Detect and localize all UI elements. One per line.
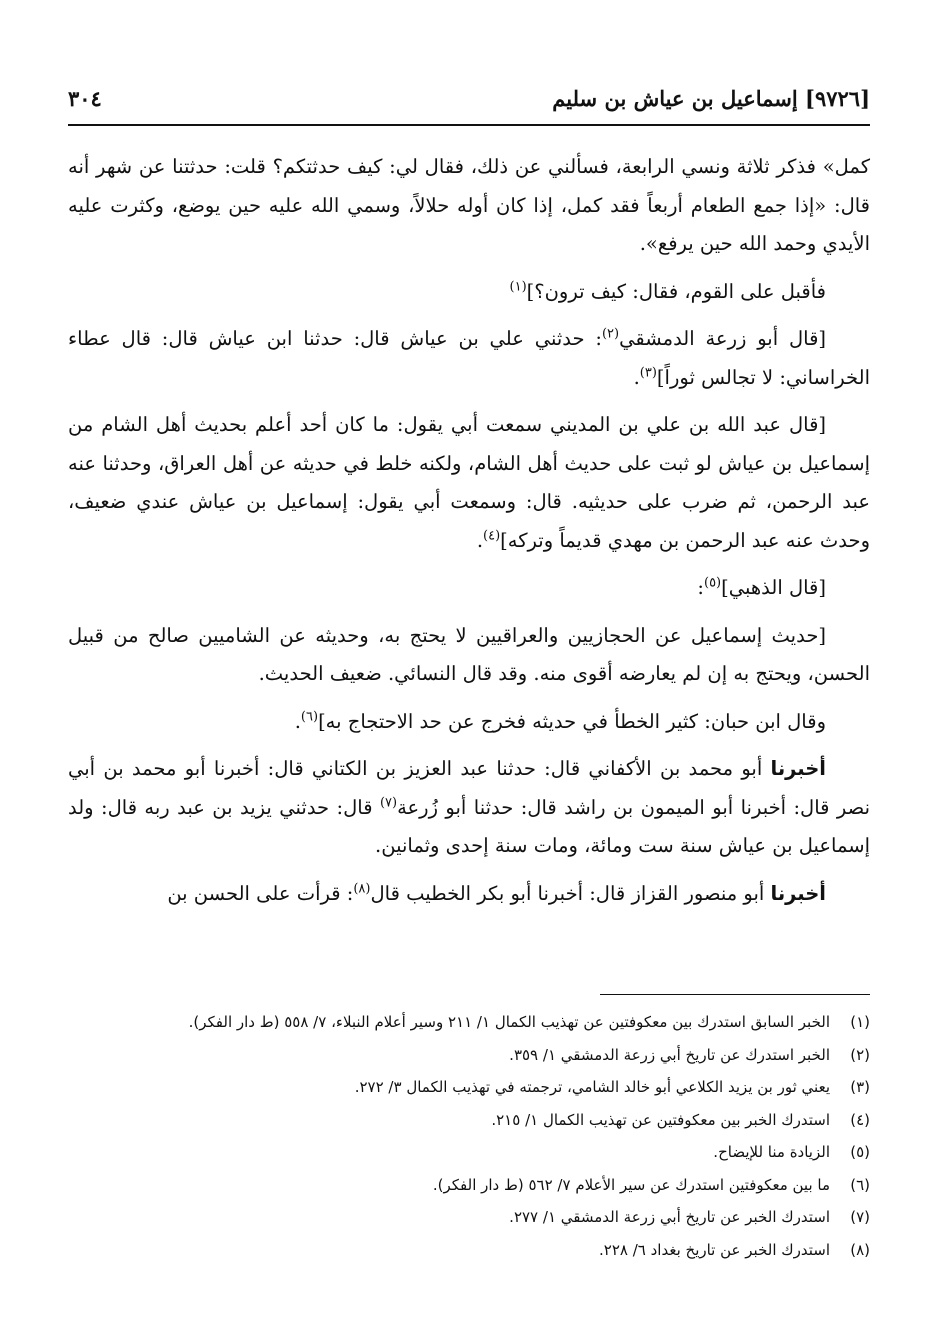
paragraph-text: وقال ابن حبان: كثير الخطأ في حديثه فخرج عن حد الاحتجاج به] (318, 709, 826, 733)
paragraph-text: [قال الذهبي] (721, 576, 826, 599)
footnote (68, 1104, 870, 1137)
paragraph-text: فأقبل على القوم، فقال: كيف ترون؟] (526, 279, 826, 303)
paragraph-text: أبو محمد بن الأكفاني قال: حدثنا عبد العزيز بن الكتاني قال: أخبرنا أبو محمد بن أبي نصر قال: أخبرنا أبو الميمون بن راشد قال: حدثنا أبو زُرعة (68, 757, 870, 819)
book-page (68, 0, 870, 1343)
footnote (68, 1039, 870, 1072)
paragraph-text: [قال أبو زرعة الدمشقي (619, 327, 826, 350)
footnote-text: استدرك الخبر بين معكوفتين عن تهذيب الكمال ١/ ٢١٥. (491, 1110, 830, 1129)
paragraph-text: : (697, 576, 704, 599)
footnote (68, 1071, 870, 1104)
running-title: [٩٧٢٦] إسماعيل بن عياش بن سليم (552, 85, 870, 111)
footnote-number: (٧) (850, 1208, 870, 1226)
footnote-text: الزيادة منا للإيضاح. (713, 1143, 830, 1161)
footnote-text: استدرك الخبر عن تاريخ بغداد ٦/ ٢٢٨. (599, 1240, 830, 1259)
paragraph-text: كمل» فذكر ثلاثة ونسي الرابعة، فسألني عن ذلك، فقال لي: كيف حدثتكم؟ قلت: حدثتنا عن شهر أنه قال: «إذا جمع الطعام أربعاً فقد كمل، إذا كان أوله حلالاً، وسمي الله عليه حين يوضع، وكثرت عليه الأيدي وحمد الله حين يرفع». (68, 155, 870, 255)
paragraph (68, 703, 870, 742)
footnote (68, 1006, 870, 1039)
footnote-number: (٥) (850, 1143, 870, 1161)
page-number: ٣٠٤ (68, 85, 102, 111)
header-rule (68, 124, 870, 126)
footnote-number: (٤) (850, 1110, 870, 1129)
keyword: أخبرنا (770, 881, 826, 905)
footnote (68, 1234, 870, 1267)
footnotes (68, 1006, 870, 1266)
paragraph-text: . (294, 709, 301, 733)
page-header (68, 80, 870, 116)
footnote-number: (٣) (850, 1078, 870, 1096)
footnote-ref: (٤) (483, 528, 501, 543)
paragraph (68, 750, 870, 866)
footnote-text: ما بين معكوفتين استدرك عن سير الأعلام ٧/ ٥٦٢ (ط دار الفكر). (432, 1175, 830, 1194)
footnote-text: الخبر السابق استدرك بين معكوفتين عن تهذيب الكمال ١/ ٢١١ وسير أعلام النبلاء، ٧/ ٥٥٨ (ط دار الفكر). (188, 1013, 830, 1031)
footnote-number: (٦) (850, 1175, 870, 1194)
footnote-separator (600, 994, 870, 995)
footnote-ref: (٧) (379, 795, 398, 810)
paragraph-text: قال: حدثني يزيد بن عبد ربه قال: ولد إسماعيل بن عياش سنة ست ومائة، ومات سنة إحدى وثمانين. (68, 795, 870, 857)
footnote-text: استدرك الخبر عن تاريخ أبي زرعة الدمشقي ١/ ٢٧٧. (509, 1208, 830, 1226)
keyword: أخبرنا (770, 757, 826, 780)
paragraph: [قال أبو زرعة الدمشقي$^{(٢)}$: حدثني علي بن عياش قال: حدثنا ابن عياش قال: قال عطاء الخراساني: لا تجالس ثوراً]$^{(٣)}$. (68, 326, 870, 389)
paragraph (68, 617, 870, 694)
footnote-ref: (١) (509, 279, 527, 294)
footnote-ref: (٦) (300, 709, 319, 724)
paragraph-text: [قال عبد الله بن علي بن المديني سمعت أبي يقول: ما كان أحد أعلم بحديث أهل الشام من إسماعيل بن عياش لو ثبت على حديث أهل الشام، ولكنه خلط في حديثه عن أهل العراق، وحدثنا عنه عبد الرحمن، ثم ضرب على حديثيه. قال: وسمعت أبي يقول: إسماعيل بن عياش عندي ضعيف، وحدث عنه عبد الرحمن بن مهدي قديماً وتركه] (68, 413, 870, 552)
paragraph (68, 148, 870, 264)
paragraph-text: [حديث إسماعيل عن الحجازيين والعراقيين لا يحتج به، وحديثه عن الشاميين صالح من قبيل الحسن، ويحتج به إن لم يعارضه أقوى منه. وقد قال النسائي. ضعيف الحديث. (68, 623, 870, 685)
paragraph: [قال عبد الله بن علي بن المديني سمعت أبي يقول: ما كان أحد أعلم بحديث أهل الشام من إسماعيل بن عياش لو ثبت على حديث أهل الشام، ولكنه خلط في حديثه عن أهل العراق، وحدثنا عنه عبد الرحمن، ثم ضرب على حديثيه. قال: وسمعت أبي يقول: إسماعيل بن عياش عندي ضعيف، وحدث عنه عبد الرحمن بن مهدي قديماً وتركه]$^{(٤)}$. (68, 413, 870, 552)
paragraph (68, 273, 870, 312)
footnote-number: (٨) (850, 1240, 870, 1259)
footnote (68, 1201, 870, 1234)
footnote-number: (٢) (850, 1045, 870, 1064)
footnote-ref: (٥) (703, 575, 722, 591)
paragraph-text: أبو منصور القزاز قال: أخبرنا أبو بكر الخطيب قال (370, 881, 771, 905)
footnote (68, 1136, 870, 1169)
footnote-ref: (٨) (353, 881, 371, 896)
footnote (68, 1169, 870, 1202)
paragraph-text: : حدثني علي بن عياش قال: حدثنا ابن عياش قال: قال عطاء الخراساني: لا تجالس ثوراً] (68, 327, 870, 389)
main-text (68, 148, 870, 922)
footnote-text: الخبر استدرك عن تاريخ أبي زرعة الدمشقي ١/ ٣٥٩. (509, 1045, 830, 1064)
paragraph (68, 875, 870, 914)
footnote-ref: (٢) (601, 326, 620, 342)
footnote-text: يعني ثور بن يزيد الكلاعي أبو خالد الشامي، ترجمته في تهذيب الكمال ٣/ ٢٧٢. (354, 1078, 830, 1096)
footnote-ref: (٣) (639, 365, 657, 380)
paragraph (68, 569, 870, 608)
paragraph-text: : قرأت على الحسن بن (167, 881, 354, 905)
footnote-number: (١) (850, 1013, 870, 1031)
